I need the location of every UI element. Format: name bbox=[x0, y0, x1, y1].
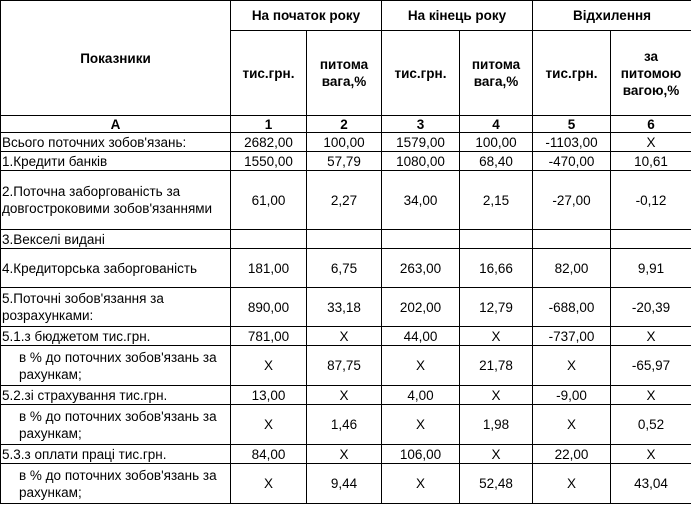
cell-value: -737,00 bbox=[533, 327, 611, 346]
table-row-budget-pct bbox=[1, 346, 691, 386]
table-row-insurance bbox=[1, 386, 691, 405]
cell-value: 0,52 bbox=[611, 405, 691, 445]
cell-value: 4,00 bbox=[382, 386, 460, 405]
cell-value: Х bbox=[533, 346, 611, 386]
cell-value: 1,98 bbox=[460, 405, 533, 445]
cell-value: Х bbox=[307, 327, 382, 346]
cell-value: 1579,00 bbox=[382, 133, 460, 152]
cell-value bbox=[611, 230, 691, 249]
row-label: в % до поточних зобов'язань за рахункам; bbox=[1, 464, 231, 504]
table-row-accounts-payable bbox=[1, 249, 691, 288]
cell-value: Х bbox=[533, 464, 611, 504]
col-number-3: 3 bbox=[382, 116, 460, 133]
col-number-4: 4 bbox=[460, 116, 533, 133]
cell-value: -470,00 bbox=[533, 152, 611, 171]
deviation-thous-uah-header: тис.грн. bbox=[533, 31, 611, 116]
cell-value: -20,39 bbox=[611, 288, 691, 327]
cell-value: Х bbox=[611, 445, 691, 464]
col-number-6: 6 bbox=[611, 116, 691, 133]
cell-value: 16,66 bbox=[460, 249, 533, 288]
cell-value: -65,97 bbox=[611, 346, 691, 386]
cell-value: 890,00 bbox=[231, 288, 307, 327]
row-label: 1.Кредити банків bbox=[1, 152, 231, 171]
cell-value: Х bbox=[231, 405, 307, 445]
table-row-budget bbox=[1, 327, 691, 346]
cell-value: Х bbox=[307, 386, 382, 405]
cell-value: 100,00 bbox=[460, 133, 533, 152]
cell-value: 82,00 bbox=[533, 249, 611, 288]
row-label: 5.1.з бюджетом тис.грн. bbox=[1, 327, 231, 346]
cell-value: Х bbox=[382, 464, 460, 504]
cell-value: Х bbox=[382, 346, 460, 386]
end-thous-uah-header: тис.грн. bbox=[382, 31, 460, 116]
cell-value: 43,04 bbox=[611, 464, 691, 504]
cell-value bbox=[382, 230, 460, 249]
col-number-5: 5 bbox=[533, 116, 611, 133]
deviation-share-header: за питомою вагою,% bbox=[611, 31, 691, 116]
cell-value: 52,48 bbox=[460, 464, 533, 504]
cell-value: 106,00 bbox=[382, 445, 460, 464]
end-share-header: питома вага,% bbox=[460, 31, 533, 116]
row-label: 5.2.зі страхування тис.грн. bbox=[1, 386, 231, 405]
table-row-bills-issued bbox=[1, 230, 691, 249]
deviation-header: Відхилення bbox=[533, 1, 691, 31]
cell-value: 781,00 bbox=[231, 327, 307, 346]
cell-value: -0,12 bbox=[611, 171, 691, 230]
cell-value: 22,00 bbox=[533, 445, 611, 464]
cell-value bbox=[533, 230, 611, 249]
table-row-settlements bbox=[1, 288, 691, 327]
cell-value: 100,00 bbox=[307, 133, 382, 152]
cell-value: 10,61 bbox=[611, 152, 691, 171]
cell-value: 12,79 bbox=[460, 288, 533, 327]
row-label: в % до поточних зобов'язань за рахункам; bbox=[1, 346, 231, 386]
col-number-1: 1 bbox=[231, 116, 307, 133]
row-label: 5.Поточні зобов'язання за розрахунками: bbox=[1, 288, 231, 327]
cell-value: Х bbox=[307, 445, 382, 464]
row-label: 3.Векселі видані bbox=[1, 230, 231, 249]
cell-value: 87,75 bbox=[307, 346, 382, 386]
cell-value: -1103,00 bbox=[533, 133, 611, 152]
cell-value: 2682,00 bbox=[231, 133, 307, 152]
cell-value: 6,75 bbox=[307, 249, 382, 288]
start-share-header: питома вага,% bbox=[307, 31, 382, 116]
row-label: 5.3.з оплати праці тис.грн. bbox=[1, 445, 231, 464]
cell-value bbox=[307, 230, 382, 249]
cell-value: -27,00 bbox=[533, 171, 611, 230]
col-number-2: 2 bbox=[307, 116, 382, 133]
cell-value: 68,40 bbox=[460, 152, 533, 171]
cell-value: 34,00 bbox=[382, 171, 460, 230]
table-row-bank-loans bbox=[1, 152, 691, 171]
cell-value: Х bbox=[460, 445, 533, 464]
cell-value: 9,91 bbox=[611, 249, 691, 288]
cell-value: Х bbox=[231, 464, 307, 504]
row-label: 4.Кредиторська заборгованість bbox=[1, 249, 231, 288]
cell-value: -688,00 bbox=[533, 288, 611, 327]
cell-value: -9,00 bbox=[533, 386, 611, 405]
cell-value bbox=[231, 230, 307, 249]
cell-value: 21,78 bbox=[460, 346, 533, 386]
cell-value: 1,46 bbox=[307, 405, 382, 445]
cell-value: Х bbox=[611, 386, 691, 405]
table-row-total bbox=[1, 133, 691, 152]
cell-value: 1550,00 bbox=[231, 152, 307, 171]
cell-value: Х bbox=[611, 133, 691, 152]
cell-value: 84,00 bbox=[231, 445, 307, 464]
cell-value: Х bbox=[231, 346, 307, 386]
cell-value: 13,00 bbox=[231, 386, 307, 405]
row-label: Всього поточних зобов'язань: bbox=[1, 133, 231, 152]
table-row-long-term-current bbox=[1, 171, 691, 230]
col-number-a: А bbox=[1, 116, 231, 133]
cell-value: Х bbox=[611, 327, 691, 346]
cell-value: 202,00 bbox=[382, 288, 460, 327]
cell-value: Х bbox=[460, 386, 533, 405]
cell-value: 1080,00 bbox=[382, 152, 460, 171]
cell-value: 44,00 bbox=[382, 327, 460, 346]
cell-value: 57,79 bbox=[307, 152, 382, 171]
row-label: 2.Поточна заборгованість за довгостроковими зобов'язаннями bbox=[1, 171, 231, 230]
end-of-year-header: На кінець року bbox=[382, 1, 533, 31]
table-row-wages-pct bbox=[1, 464, 691, 504]
cell-value: 33,18 bbox=[307, 288, 382, 327]
row-label: в % до поточних зобов'язань за рахункам; bbox=[1, 405, 231, 445]
cell-value: 181,00 bbox=[231, 249, 307, 288]
cell-value: 2,15 bbox=[460, 171, 533, 230]
cell-value: 263,00 bbox=[382, 249, 460, 288]
cell-value: 2,27 bbox=[307, 171, 382, 230]
cell-value: Х bbox=[382, 405, 460, 445]
cell-value: 61,00 bbox=[231, 171, 307, 230]
start-thous-uah-header: тис.грн. bbox=[231, 31, 307, 116]
cell-value: Х bbox=[533, 405, 611, 445]
cell-value: 9,44 bbox=[307, 464, 382, 504]
cell-value: Х bbox=[460, 327, 533, 346]
start-of-year-header: На початок року bbox=[231, 1, 382, 31]
table-row-insurance-pct bbox=[1, 405, 691, 445]
indicators-header: Показники bbox=[1, 1, 231, 116]
table-row-wages bbox=[1, 445, 691, 464]
cell-value bbox=[460, 230, 533, 249]
